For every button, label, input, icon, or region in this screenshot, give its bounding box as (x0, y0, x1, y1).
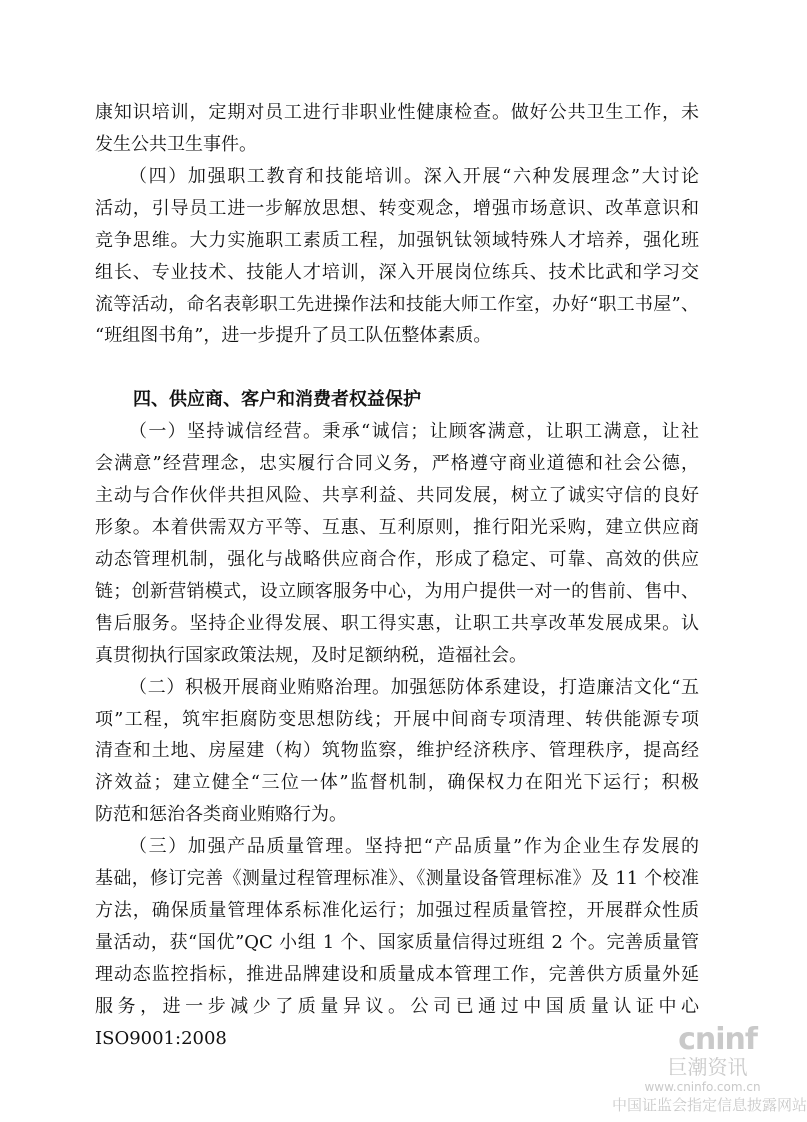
section-heading (95, 384, 699, 416)
text-line: 售后服务。坚持企业得发展、职工得实惠，让职工共享改革发展成果。认 (95, 612, 699, 634)
text-line: 组长、专业技术、技能人才培训，深入开展岗位练兵、技术比武和学习交 (95, 261, 699, 283)
paragraph (95, 672, 699, 832)
text-line: 济效益；建立健全“三位一体”监督机制，确保权力在阳光下运行；积极 (95, 772, 699, 794)
text-line: （三）加强产品质量管理。坚持把“产品质量”作为企业生存发展的 (129, 836, 699, 858)
text-line: 流等活动，命名表彰职工先进操作法和技能大师工作室，办好“职工书屋”、 (95, 293, 699, 315)
document-body (95, 97, 699, 1049)
text-line: 服务，进一步减少了质量异议。公司已通过中国质量认证中心 ISO9001:2008 (95, 995, 699, 1049)
text-line: 竞争思维。大力实施职工素质工程，加强钒钛领域特殊人才培养，强化班 (95, 229, 699, 251)
text-line: 清查和土地、房屋建（构）筑物监察，维护经济秩序、管理秩序，提高经 (95, 740, 699, 762)
text-line: 活动，引导员工进一步解放思想、转变观念，增强市场意识、改革意识和 (95, 197, 699, 219)
cninfo-watermark (612, 1022, 807, 1122)
text-line: 项”工程，筑牢拒腐防变思想防线；开展中间商专项清理、转供能源专项 (95, 708, 699, 730)
text-line: 链；创新营销模式，设立顾客服务中心，为用户提供一对一的售前、售中、 (95, 580, 699, 602)
text-line: 基础，修订完善《测量过程管理标准》、《测量设备管理标准》及 11 个校准 (95, 868, 699, 890)
text-line: （四）加强职工教育和技能培训。深入开展“六种发展理念”大讨论 (129, 165, 699, 187)
text-line: 量活动，获“国优”QC 小组 1 个、国家质量信得过班组 2 个。完善质量管 (95, 931, 699, 953)
text-line: 会满意”经营理念，忠实履行合同义务，严格遵守商业道德和社会公德， (95, 453, 699, 475)
text-line: 形象。本着供需双方平等、互惠、互利原则，推行阳光采购，建立供应商 (95, 516, 699, 538)
paragraph (95, 831, 699, 1049)
watermark-name: 巨潮资讯 (667, 1055, 748, 1079)
watermark-tagline: 中国证监会指定信息披露网站 (612, 1096, 807, 1114)
watermark-logo: cninf (678, 1022, 757, 1057)
text-line: 理动态监控指标，推进品牌建设和质量成本管理工作，完善供方质量外延 (95, 963, 699, 985)
text-line: 动态管理机制，强化与战略供应商合作，形成了稳定、可靠、高效的供应 (95, 548, 699, 570)
text-line: 防范和惩治各类商业贿赂行为。 (95, 804, 347, 826)
spacer (95, 352, 699, 384)
paragraph (95, 416, 699, 671)
text-line: 主动与合作伙伴共担风险、共享利益、共同发展，树立了诚实守信的良好 (95, 485, 699, 507)
text-line: 发生公共卫生事件。 (95, 133, 257, 155)
paragraph (95, 161, 699, 353)
text-line: 真贯彻执行国家政策法规，及时足额纳税，造福社会。 (95, 644, 527, 666)
paragraph (95, 97, 699, 161)
watermark-url: www.cninfo.com.cn (644, 1080, 761, 1094)
text-line: 康知识培训，定期对员工进行非职业性健康检查。做好公共卫生工作，未 (95, 102, 699, 123)
text-line: （一）坚持诚信经营。秉承“诚信；让顾客满意，让职工满意，让社 (129, 421, 699, 443)
heading-text: 四、供应商、客户和消费者权益保护 (133, 389, 421, 411)
text-line: （二）积极开展商业贿赂治理。加强惩防体系建设，打造廉洁文化“五 (129, 676, 699, 698)
text-line: “班组图书角”，进一步提升了员工队伍整体素质。 (95, 325, 492, 347)
text-line: 方法，确保质量管理体系标准化运行；加强过程质量管控，开展群众性质 (95, 900, 699, 922)
text-line (95, 352, 699, 384)
